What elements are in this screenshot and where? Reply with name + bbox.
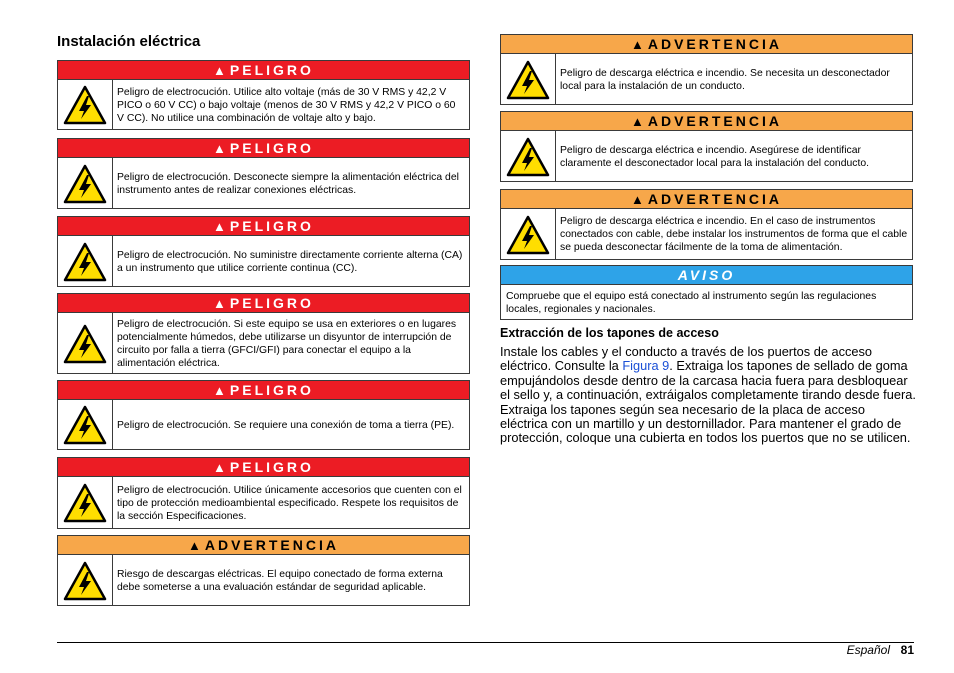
hazard-box <box>57 216 470 287</box>
hazard-text: Peligro de descarga eléctrica e incendio. Asegúrese de identificar claramente el desconectador local para la instalación del conducto. <box>560 144 870 169</box>
hazard-box <box>57 457 470 529</box>
hazard-text: Peligro de electrocución. Utilice alto voltaje (más de 30 V RMS y 42,2 V PICO o 60 V CC) o bajo voltaje (menos de 30 V RMS y 42,2 V PICO o 60 V CC). No utilice una combinación de voltaje alto y bajo. <box>117 86 456 124</box>
hazard-box <box>57 60 470 130</box>
warning-triangle-icon: ▲ <box>631 37 644 52</box>
electrical-hazard-icon <box>58 555 113 606</box>
hazard-box <box>500 189 913 260</box>
warning-triangle-icon: ▲ <box>213 460 226 475</box>
electrical-hazard-icon <box>501 54 556 105</box>
hazard-box <box>500 34 913 105</box>
electrical-hazard-icon <box>58 313 113 374</box>
hazard-text: Peligro de electrocución. No suministre directamente corriente alterna (CA) a un instrumento que utilice corriente continua (CC). <box>117 249 463 274</box>
electrical-hazard-icon <box>58 477 113 529</box>
warning-triangle-icon: ▲ <box>631 114 644 129</box>
warning-triangle-icon: ▲ <box>213 383 226 398</box>
warning-triangle-icon: ▲ <box>188 538 201 553</box>
hazard-box <box>57 293 470 374</box>
hazard-text: Riesgo de descargas eléctricas. El equipo conectado de forma externa debe someterse a una evaluación estándar de seguridad aplicable. <box>117 568 443 593</box>
warning-triangle-icon: ▲ <box>213 141 226 156</box>
hazard-text: Peligro de descarga eléctrica e incendio. En el caso de instrumentos conectados con cable, debe instalar los instrumentos de forma que el cable se pueda desconectar fácilmente de la toma de alimentación. <box>560 216 908 253</box>
electrical-hazard-icon <box>58 80 113 130</box>
hazard-header: ▲ ADVERTENCIA <box>501 190 912 209</box>
hazard-text: Peligro de electrocución. Utilice únicamente accesorios que cuenten con el tipo de protección medioambiental especificado. Respete los requisitos de la sección Especificaciones. <box>117 484 462 522</box>
notice-box <box>500 265 913 320</box>
notice-header: AVISO <box>501 266 912 285</box>
hazard-text: Peligro de descarga eléctrica e incendio. Se necesita un desconectador local para la instalación de un conducto. <box>560 67 890 92</box>
hazard-text: Peligro de electrocución. Se requiere una conexión de toma a tierra (PE). <box>117 419 455 431</box>
subsection-title: Extracción de los tapones de acceso <box>500 326 719 340</box>
hazard-header: ▲ PELIGRO <box>58 139 469 158</box>
hazard-box <box>57 380 470 450</box>
electrical-hazard-icon <box>58 158 113 209</box>
hazard-header: ▲ PELIGRO <box>58 61 469 80</box>
electrical-hazard-icon <box>501 131 556 182</box>
hazard-header: ▲ PELIGRO <box>58 458 469 477</box>
electrical-hazard-icon <box>58 400 113 450</box>
hazard-box <box>500 111 913 182</box>
hazard-header: ▲ ADVERTENCIA <box>501 112 912 131</box>
electrical-hazard-icon <box>501 209 556 260</box>
warning-triangle-icon: ▲ <box>213 63 226 78</box>
notice-text: Compruebe que el equipo está conectado al instrumento según las regulaciones locales, regionales y nacionales. <box>506 290 877 315</box>
body-paragraph: Instale los cables y el conducto a través de los puertos de acceso eléctrico. Consulte la Figura 9. Extraiga los tapones de sellado de goma empujándolos desde dentro de la carcasa hacia fuera para desbloquear el sello y, a continuación, extráigalos completamente tirando desde fuera. Extraiga los tapones según sea necesario de la placa de acceso eléctrica con un martillo y un destornillador. Para mantener el grado de protección, coloque una cubierta en todos los puertos que no se utilicen. <box>500 344 916 446</box>
hazard-header: ▲ PELIGRO <box>58 217 469 236</box>
hazard-box <box>57 535 470 606</box>
hazard-header: ▲ ADVERTENCIA <box>58 536 469 555</box>
warning-triangle-icon: ▲ <box>213 296 226 311</box>
page-number: 81 <box>900 643 914 657</box>
electrical-hazard-icon <box>58 236 113 287</box>
footer-rule <box>57 642 914 643</box>
hazard-header: ▲ ADVERTENCIA <box>501 35 912 54</box>
figure-link[interactable]: Figura 9 <box>622 358 670 374</box>
hazard-text: Peligro de electrocución. Si este equipo se usa en exteriores o en lugares potencialmente húmedos, debe utilizarse un disyuntor de interrupción de circuito por falla a tierra (GFCI/GFI) para conectar el equipo a la alimentación eléctrica. <box>117 318 457 369</box>
hazard-text: Peligro de electrocución. Desconecte siempre la alimentación eléctrica del instrumento antes de realizar conexiones eléctricas. <box>117 171 459 196</box>
section-title: Instalación eléctrica <box>57 33 201 50</box>
hazard-box <box>57 138 470 209</box>
footer-language: Español <box>846 643 890 657</box>
hazard-header: ▲ PELIGRO <box>58 294 469 313</box>
hazard-header: ▲ PELIGRO <box>58 381 469 400</box>
warning-triangle-icon: ▲ <box>213 219 226 234</box>
warning-triangle-icon: ▲ <box>631 192 644 207</box>
